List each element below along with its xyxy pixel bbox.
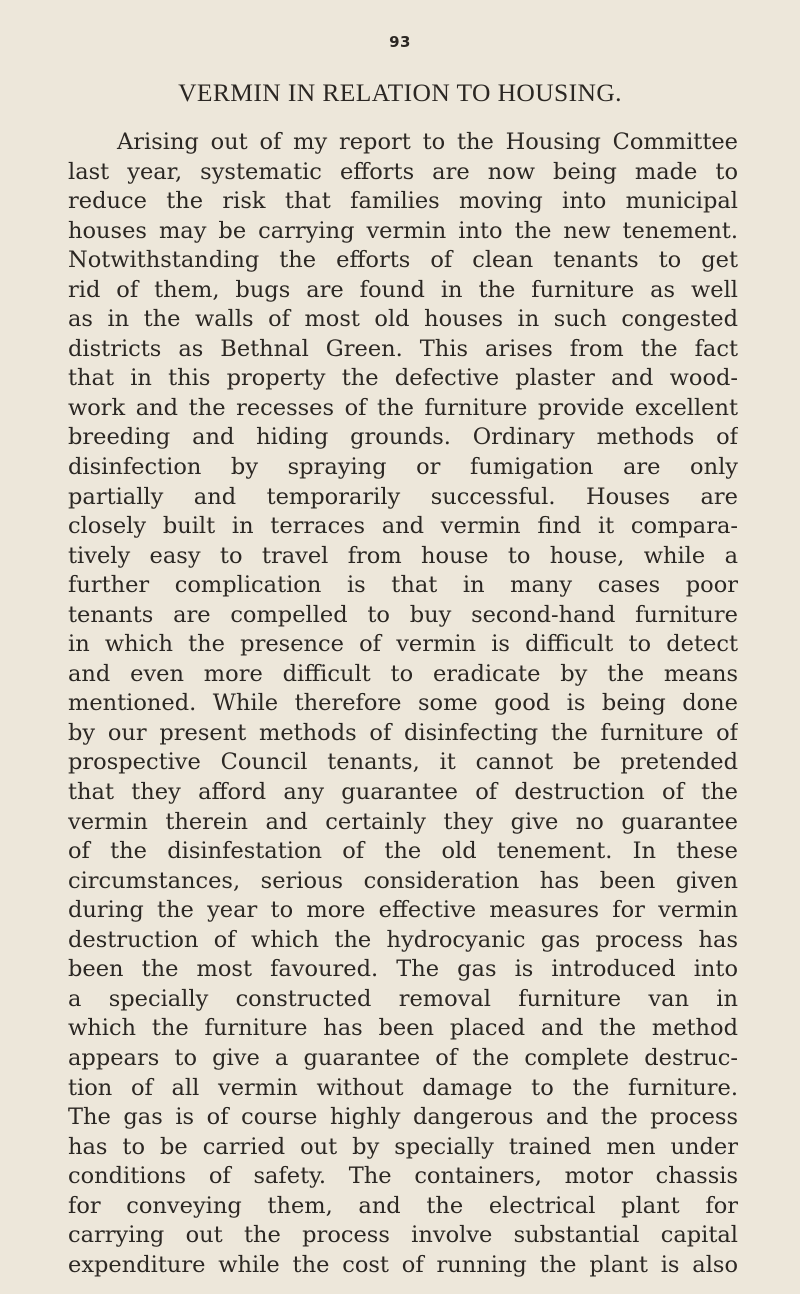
text-line: by our present methods of disinfecting the furniture of	[68, 719, 738, 746]
text-line: appears to give a guarantee of the complete destruc-	[68, 1044, 738, 1071]
section-title: VERMIN IN RELATION TO HOUSING.	[178, 78, 622, 107]
text-line: rid of them, bugs are found in the furniture as well	[68, 276, 738, 303]
text-line: further complication is that in many cases poor	[68, 572, 738, 599]
text-line: breeding and hiding grounds. Ordinary methods of	[68, 424, 738, 451]
text-line: that they afford any guarantee of destruction of the	[68, 779, 738, 806]
text-line: districts as Bethnal Green. This arises from the fact	[68, 335, 738, 362]
text-line: closely built in terraces and vermin find it compara-	[68, 513, 738, 540]
text-line: in which the presence of vermin is difficult to detect	[68, 631, 738, 658]
text-line: and even more difficult to eradicate by the means	[68, 660, 738, 687]
text-line: reduce the risk that families moving into municipal	[68, 188, 738, 215]
page-number: 93	[389, 33, 411, 51]
text-line: Arising out of my report to the Housing Committee	[117, 129, 738, 155]
text-line: that in this property the defective plaster and wood-	[68, 365, 738, 392]
text-line: tion of all vermin without damage to the furniture.	[68, 1074, 738, 1101]
text-line: disinfection by spraying or fumigation are only	[68, 454, 738, 481]
text-line: partially and temporarily successful. Houses are	[68, 483, 738, 510]
text-line: houses may be carrying vermin into the new tenement.	[68, 217, 738, 244]
text-line: circumstances, serious consideration has been given	[68, 867, 738, 894]
text-line: The gas is of course highly dangerous and the process	[68, 1104, 738, 1131]
text-line: work and the recesses of the furniture provide excellent	[68, 394, 738, 421]
text-line: during the year to more effective measures for vermin	[68, 897, 738, 924]
text-line: tenants are compelled to buy second-hand furniture	[68, 601, 738, 628]
body-paragraph	[68, 128, 738, 1280]
text-line: mentioned. While therefore some good is being done	[68, 690, 738, 717]
text-line: vermin therein and certainly they give no guarantee	[68, 808, 738, 835]
text-line: expenditure while the cost of running the plant is also	[68, 1251, 738, 1278]
text-line: has to be carried out by specially trained men under	[68, 1133, 738, 1160]
text-line: of the disinfestation of the old tenement. In these	[68, 838, 738, 865]
text-line: for conveying them, and the electrical plant for	[68, 1192, 738, 1219]
text-line: prospective Council tenants, it cannot be pretended	[68, 749, 738, 776]
text-line: destruction of which the hydrocyanic gas process has	[68, 926, 738, 953]
text-line: which the furniture has been placed and the method	[68, 1015, 738, 1042]
text-line: been the most favoured. The gas is introduced into	[68, 956, 738, 983]
text-line: as in the walls of most old houses in such congested	[68, 306, 738, 333]
text-line: Notwithstanding the efforts of clean tenants to get	[68, 247, 738, 274]
text-line: a specially constructed removal furniture van in	[68, 985, 738, 1012]
text-line: tively easy to travel from house to house, while a	[68, 542, 738, 569]
text-line: conditions of safety. The containers, motor chassis	[68, 1163, 738, 1190]
text-line: last year, systematic efforts are now being made to	[68, 158, 738, 185]
text-line: carrying out the process involve substantial capital	[68, 1222, 738, 1249]
